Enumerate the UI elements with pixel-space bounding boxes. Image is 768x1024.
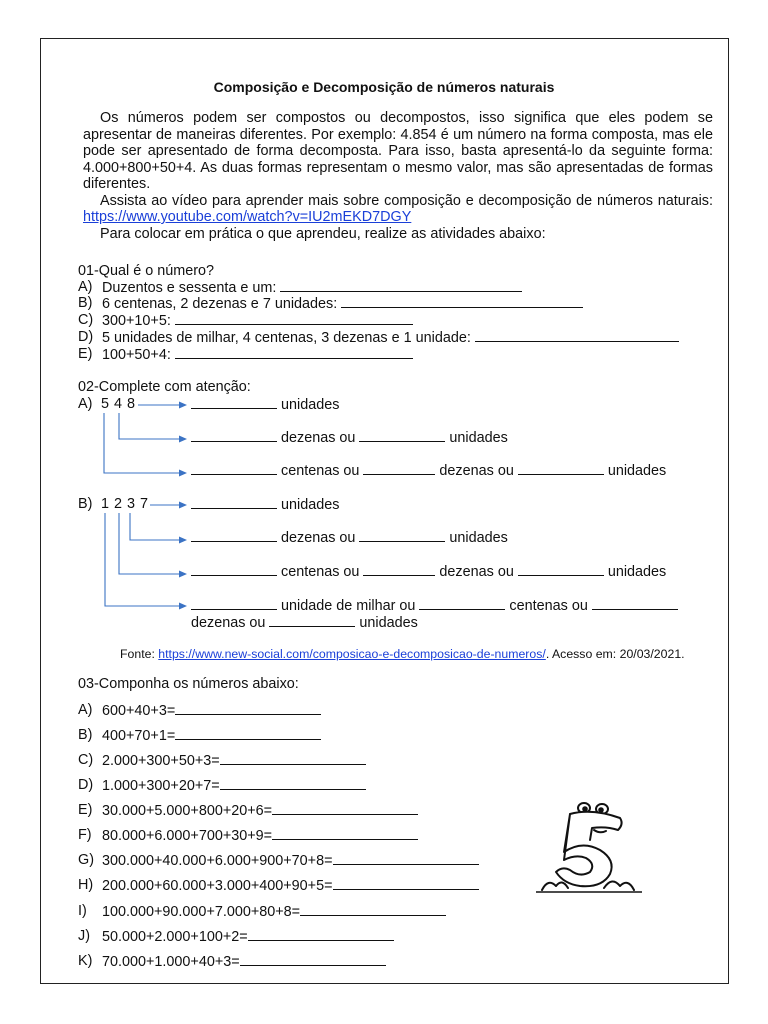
q3-item-d-label: D) [78,777,94,793]
q1-item-d-row [102,329,679,347]
q1-answer-a[interactable] [280,279,522,292]
q3-item-e [102,802,418,820]
q2b-blank-10[interactable] [269,614,355,627]
q2b-row4 [191,597,678,615]
q2b-row4-word-1: unidade de milhar ou [281,598,416,614]
intro-paragraph-3: Para colocar em prática o que aprendeu, realize as atividades abaixo: [100,225,546,242]
source-prefix: Fonte: [120,647,155,661]
intro-paragraph-2 [83,193,713,226]
q2b-row4b-word-2: unidades [359,615,418,631]
q3-item-g-label: G) [78,852,94,868]
q2b-row1-word-1: unidades [281,497,340,513]
q1-item-e-label: E) [78,346,93,362]
q2b-row3 [191,563,666,581]
q1-item-b [78,295,92,312]
q2b-row4-word-2: centenas ou [509,598,588,614]
q2b-label: B) [78,496,93,512]
video-link[interactable]: https://www.youtube.com/watch?v=IU2mEKD7DGY [83,209,412,225]
q2a-row2-word-1: dezenas ou [281,430,356,446]
q3-answer-f[interactable] [272,827,418,840]
q1-item-b-row [102,295,583,313]
intro-video-text: Assista ao vídeo para aprender mais sobre composição e decomposição de números naturais: [100,192,713,209]
q1-item-e [78,346,92,363]
q2b-blank-3[interactable] [359,529,445,542]
q2b-row4b [191,614,418,632]
q3-answer-g[interactable] [333,852,479,865]
q2a-row2-word-2: unidades [449,430,508,446]
q3-item-d [102,777,366,795]
q3-answer-j[interactable] [248,928,394,941]
q2b-blank-5[interactable] [363,563,435,576]
q3-item-j-text: 50.000+2.000+100+2= [102,929,248,945]
q2a-blank-5[interactable] [363,462,435,475]
q3-item-f-text: 80.000+6.000+700+30+9= [102,828,273,844]
q2a-row1 [191,396,339,414]
q3-heading: 03-Componha os números abaixo: [78,676,299,692]
q2a-blank-2[interactable] [191,429,277,442]
q2b-row4b-word-1: dezenas ou [191,615,266,631]
q2b-blank-1[interactable] [191,496,277,509]
q2b-row2 [191,529,508,547]
q3-answer-d[interactable] [220,777,366,790]
q3-item-i-text: 100.000+90.000+7.000+80+8= [102,904,301,920]
q3-answer-e[interactable] [272,802,418,815]
q3-answer-i[interactable] [300,903,446,916]
q2a-row2 [191,429,508,447]
q3-item-c [102,752,366,770]
q3-item-g [102,852,479,870]
q3-item-f-label: F) [78,827,92,843]
number-five-mascot-icon [534,800,644,896]
q1-item-b-label: B) [78,295,93,311]
q3-answer-a[interactable] [175,702,321,715]
q2b-blank-4[interactable] [191,563,277,576]
q1-item-c-label: C) [78,312,94,328]
q3-answer-b[interactable] [175,727,321,740]
q3-item-h [102,877,479,895]
q3-item-a [102,702,321,720]
q1-item-a-row [102,279,522,297]
q3-item-b-text: 400+70+1= [102,728,176,744]
q1-item-e-text: 100+50+4: [102,347,171,363]
q1-answer-d[interactable] [475,329,679,342]
page-title: Composição e Decomposição de números naturais [213,79,555,95]
q3-item-e-text: 30.000+5.000+800+20+6= [102,803,273,819]
q1-item-d-text: 5 unidades de milhar, 4 centenas, 3 dezenas e 1 unidade: [102,330,471,346]
q1-item-c-text: 300+10+5: [102,313,171,329]
q2a-row3-word-2: dezenas ou [439,463,514,479]
q3-item-f [102,827,418,845]
q3-item-k-text: 70.000+1.000+40+3= [102,954,240,970]
q2b-row2-word-2: unidades [449,530,508,546]
q3-item-i [102,903,446,921]
q2a-row3-word-1: centenas ou [281,463,360,479]
q2a-number: 5 4 8 [101,396,136,412]
q3-item-c-text: 2.000+300+50+3= [102,753,220,769]
q2b-row2-word-1: dezenas ou [281,530,356,546]
q1-answer-e[interactable] [175,346,413,359]
q2b-row3-word-3: unidades [607,564,667,580]
q2a-row1-word-1: unidades [281,397,340,413]
q3-item-d-text: 1.000+300+20+7= [102,778,220,794]
intro-text [83,110,713,242]
q1-item-a-label: A) [78,279,93,295]
source-suffix: . Acesso em: 20/03/2021. [545,647,685,661]
q3-item-j-label: J) [78,928,90,944]
q2b-blank-7[interactable] [191,597,277,610]
q3-item-k [102,953,386,971]
q2b-number: 1 2 3 7 [101,496,149,512]
q2a-blank-6[interactable] [518,462,604,475]
source-citation [120,647,685,661]
q3-item-a-label: A) [78,702,93,718]
q3-item-g-text: 300.000+40.000+6.000+900+70+8= [102,853,333,869]
q3-answer-k[interactable] [240,953,386,966]
q1-heading: 01-Qual é o número? [78,263,214,279]
q3-item-e-label: E) [78,802,93,818]
q2a-blank-1[interactable] [191,396,277,409]
q2a-row3-word-3: unidades [607,463,667,479]
q1-item-a-text: Duzentos e sessenta e um: [102,280,277,296]
q1-item-d-label: D) [78,329,94,345]
q3-answer-h[interactable] [333,877,479,890]
q2b-blank-6[interactable] [518,563,604,576]
q1-item-c-row [102,312,413,330]
q1-item-a [78,279,92,296]
q1-item-e-row [102,346,413,364]
q2b-row1 [191,496,339,514]
q3-answer-c[interactable] [220,752,366,765]
q3-item-b [102,727,321,745]
q3-item-j [102,928,394,946]
q3-item-h-label: H) [78,877,94,893]
q3-item-c-label: C) [78,752,94,768]
q1-item-d [78,329,93,346]
q2b-blank-8[interactable] [419,597,505,610]
q1-answer-c[interactable] [175,312,413,325]
q2-heading: 02-Complete com atenção: [78,379,251,395]
q2b-blank-9[interactable] [592,597,678,610]
source-link[interactable]: https://www.new-social.com/composicao-e-decomposicao-de-numeros/ [158,647,546,661]
q3-item-b-label: B) [78,727,93,743]
q3-item-i-label: I) [78,903,87,919]
q1-item-c [78,312,93,329]
intro-paragraph-1: Os números podem ser compostos ou decompostos, isso significa que eles podem se apresentar de maneiras diferentes. Por exemplo: 4.854 é um número na forma composta, mas ele pode ser apresentado de forma decomposta. Para isso, basta apresentá-lo da seguinte forma: 4.000+800+50+4. As duas formas representam o mesmo valor, mas são apresentadas de formas diferentes. [83,110,713,192]
q2a-blank-3[interactable] [359,429,445,442]
q2a-blank-4[interactable] [191,462,277,475]
q3-item-k-label: K) [78,953,93,969]
q3-item-h-text: 200.000+60.000+3.000+400+90+5= [102,878,333,894]
q3-item-a-text: 600+40+3= [102,703,176,719]
q2b-row3-word-1: centenas ou [281,564,360,580]
q2b-blank-2[interactable] [191,529,277,542]
q2a-label: A) [78,396,93,412]
q1-item-b-text: 6 centenas, 2 dezenas e 7 unidades: [102,296,338,312]
q2b-row3-word-2: dezenas ou [439,564,514,580]
q2a-row3 [191,462,666,480]
q1-answer-b[interactable] [341,295,583,308]
